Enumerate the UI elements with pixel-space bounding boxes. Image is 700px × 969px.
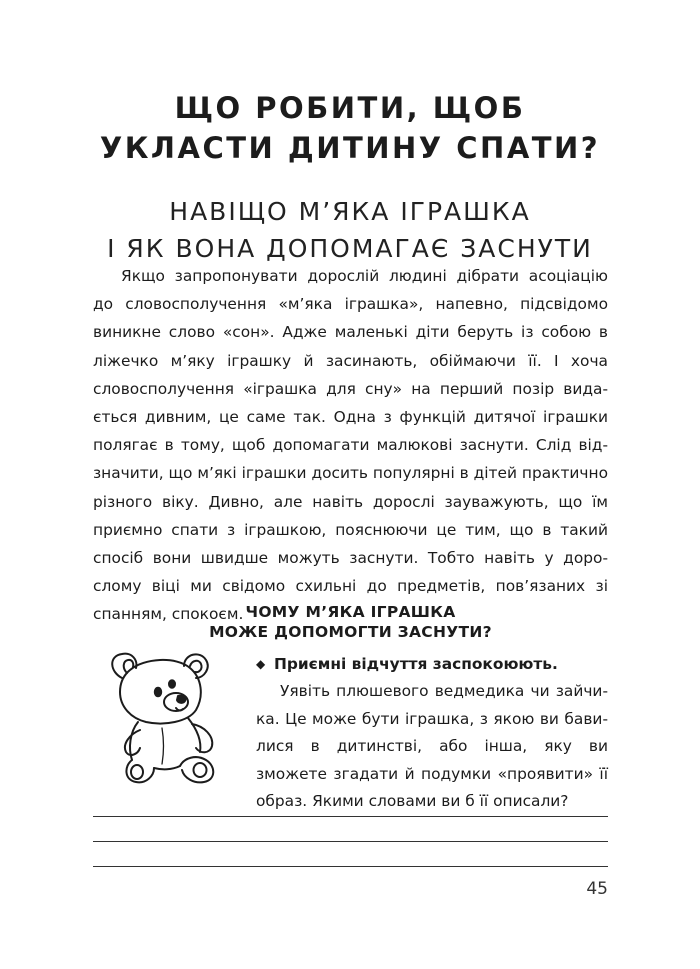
answer-line[interactable] [93, 816, 608, 817]
subtitle-line-1: НАВІЩО М’ЯКА ІГРАШКА [169, 197, 531, 226]
title-line-1: ЩО РОБИТИ, ЩОБ [174, 91, 526, 125]
title-line-2: УКЛАСТИ ДИТИНУ СПАТИ? [99, 131, 601, 165]
answer-line[interactable] [93, 866, 608, 867]
diamond-bullet-icon: ◆ [256, 657, 266, 671]
section-paragraph-text: Уявіть плюшевого ведмедика чи зайчика. Це може бути іграшка, з якою ви бавилися в дитинстві, або інша, яку ви зможете згадати й подумки «проявити» її образ. Якими словами ви б її описали? [256, 682, 608, 810]
section-heading [93, 602, 608, 642]
page-subtitle [0, 193, 700, 267]
answer-line[interactable] [93, 841, 608, 842]
page-title [0, 88, 700, 168]
intro-paragraph-text: Якщо запропонувати дорослій людині дібрати асоціацію до словосполучення «м’яка іграшка», напевно, підсвідомо виникне слово «сон». Адже маленькі діти беруть із собою в ліжечко м’яку іграшку й засинають, обіймаючи її. І хоча словосполучення «іграшка для сну» на перший позір видається дивним, це саме так. Одна з функцій дитячої іграшки полягає в тому, щоб допомагати малюкові заснути. Слід відзначити, що м’які іграшки досить популярні в дітей практично різного віку. Дивно, але навіть дорослі зауважують, що їм приємно спати з іграшкою, пояснюючи це тим, що в такий спосіб вони швидше можуть заснути. Тобто навіть у дорослому віці ми свідомо схильні до предметів, пов’язаних зі спанням, спокоєм. [93, 267, 608, 624]
teddy-bear-icon [100, 648, 230, 788]
section-heading-line-1: ЧОМУ М’ЯКА ІГРАШКА [245, 603, 456, 621]
subtitle-line-2: І ЯК ВОНА ДОПОМАГАЄ ЗАСНУТИ [107, 234, 593, 263]
intro-paragraph [93, 262, 608, 629]
bullet-item [256, 652, 608, 676]
section-heading-line-2: МОЖЕ ДОПОМОГТИ ЗАСНУТИ? [209, 623, 492, 641]
section-paragraph [256, 678, 608, 816]
page-number: 45 [586, 879, 608, 899]
bullet-text: Приємні відчуття заспокоюють. [274, 655, 558, 673]
